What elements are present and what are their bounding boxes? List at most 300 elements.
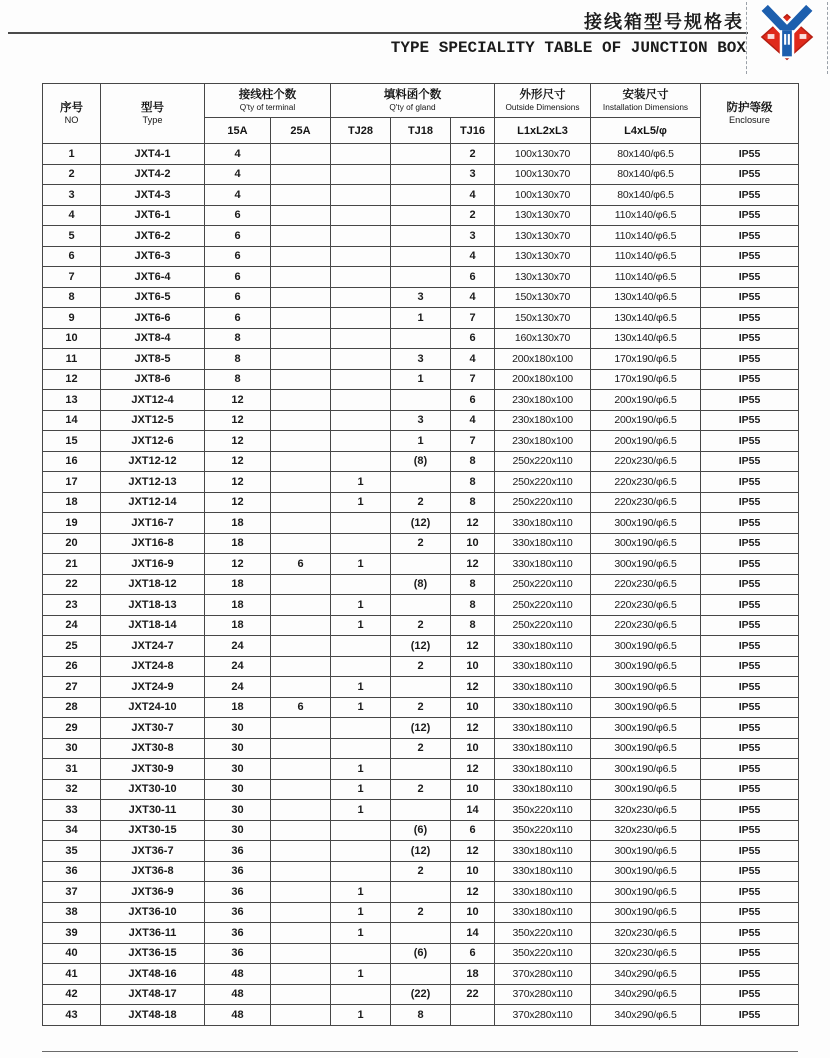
cell-tj28: 1	[331, 923, 391, 944]
cell-no: 27	[43, 677, 101, 698]
cell-25a	[271, 164, 331, 185]
cell-outside-dimensions: 330x180x110	[495, 656, 591, 677]
cell-tj28	[331, 410, 391, 431]
cell-tj18	[391, 595, 451, 616]
cell-enclosure: IP55	[701, 574, 799, 595]
table-header	[43, 84, 799, 144]
cell-15a: 4	[205, 144, 271, 165]
cell-no: 24	[43, 615, 101, 636]
page-title-chinese: 接线箱型号规格表	[584, 12, 744, 32]
cell-tj28	[331, 369, 391, 390]
cell-25a	[271, 759, 331, 780]
cell-no: 20	[43, 533, 101, 554]
cell-outside-dimensions: 230x180x100	[495, 410, 591, 431]
cell-15a: 8	[205, 328, 271, 349]
table-row	[43, 246, 799, 267]
cell-25a	[271, 677, 331, 698]
cell-tj28	[331, 718, 391, 739]
cell-outside-dimensions: 100x130x70	[495, 185, 591, 206]
cell-installation-dimensions: 300x190/φ6.5	[591, 902, 701, 923]
cell-no: 23	[43, 595, 101, 616]
cell-enclosure: IP55	[701, 287, 799, 308]
cell-15a: 24	[205, 656, 271, 677]
cell-25a	[271, 718, 331, 739]
cell-type: JXT30-15	[101, 820, 205, 841]
cell-enclosure: IP55	[701, 451, 799, 472]
cell-tj16: 3	[451, 164, 495, 185]
col-header-25a: 25A	[271, 118, 331, 144]
cell-tj28: 1	[331, 615, 391, 636]
table-row	[43, 1005, 799, 1026]
cell-no: 5	[43, 226, 101, 247]
cell-type: JXT30-11	[101, 800, 205, 821]
cell-25a	[271, 431, 331, 452]
cell-25a	[271, 287, 331, 308]
cell-installation-dimensions: 340x290/φ6.5	[591, 984, 701, 1005]
table-row	[43, 410, 799, 431]
cell-tj28: 1	[331, 964, 391, 985]
cell-15a: 12	[205, 410, 271, 431]
cell-outside-dimensions: 130x130x70	[495, 246, 591, 267]
table-row	[43, 267, 799, 288]
cell-tj16: 10	[451, 656, 495, 677]
cell-tj28: 1	[331, 759, 391, 780]
cell-installation-dimensions: 300x190/φ6.5	[591, 636, 701, 657]
cell-outside-dimensions: 330x180x110	[495, 697, 591, 718]
table-row	[43, 472, 799, 493]
cell-no: 7	[43, 267, 101, 288]
cell-tj18	[391, 472, 451, 493]
cell-tj18: 3	[391, 287, 451, 308]
cell-15a: 6	[205, 226, 271, 247]
cell-no: 42	[43, 984, 101, 1005]
cell-tj16: 2	[451, 205, 495, 226]
col-header-l4xl5: L4xL5/φ	[591, 118, 701, 144]
cell-25a	[271, 902, 331, 923]
cell-outside-dimensions: 330x180x110	[495, 902, 591, 923]
cell-tj18: (12)	[391, 841, 451, 862]
cell-tj28: 1	[331, 472, 391, 493]
cell-outside-dimensions: 130x130x70	[495, 205, 591, 226]
cell-15a: 30	[205, 800, 271, 821]
cell-tj28: 1	[331, 882, 391, 903]
cell-outside-dimensions: 330x180x110	[495, 677, 591, 698]
cell-tj18: 3	[391, 349, 451, 370]
cell-no: 14	[43, 410, 101, 431]
cell-tj28	[331, 841, 391, 862]
cell-installation-dimensions: 320x230/φ6.5	[591, 820, 701, 841]
cell-tj16: 8	[451, 595, 495, 616]
cell-outside-dimensions: 330x180x110	[495, 882, 591, 903]
cell-tj16: 3	[451, 226, 495, 247]
cell-enclosure: IP55	[701, 943, 799, 964]
cell-outside-dimensions: 250x220x110	[495, 595, 591, 616]
cell-tj16: 12	[451, 841, 495, 862]
cell-tj28	[331, 349, 391, 370]
table-row	[43, 820, 799, 841]
cell-tj16: 7	[451, 308, 495, 329]
cell-tj18	[391, 964, 451, 985]
cell-installation-dimensions: 300x190/φ6.5	[591, 513, 701, 534]
cell-25a	[271, 964, 331, 985]
cell-15a: 12	[205, 390, 271, 411]
cell-tj28	[331, 246, 391, 267]
col-header-type: 型号 Type	[101, 84, 205, 144]
cell-tj16: 12	[451, 636, 495, 657]
cell-outside-dimensions: 250x220x110	[495, 492, 591, 513]
cell-enclosure: IP55	[701, 902, 799, 923]
cell-25a	[271, 923, 331, 944]
cell-tj16: 8	[451, 492, 495, 513]
cell-type: JXT12-13	[101, 472, 205, 493]
table-row	[43, 759, 799, 780]
cell-no: 37	[43, 882, 101, 903]
cell-no: 34	[43, 820, 101, 841]
cell-installation-dimensions: 300x190/φ6.5	[591, 738, 701, 759]
cell-no: 29	[43, 718, 101, 739]
cell-no: 13	[43, 390, 101, 411]
cell-tj16: 4	[451, 185, 495, 206]
cell-tj28	[331, 185, 391, 206]
cell-tj18: 2	[391, 902, 451, 923]
cell-25a	[271, 574, 331, 595]
cell-tj28	[331, 287, 391, 308]
cell-outside-dimensions: 150x130x70	[495, 308, 591, 329]
cell-type: JXT24-7	[101, 636, 205, 657]
cell-type: JXT12-6	[101, 431, 205, 452]
cell-25a	[271, 820, 331, 841]
cell-tj18: 1	[391, 431, 451, 452]
cell-25a	[271, 882, 331, 903]
cell-tj16: 2	[451, 144, 495, 165]
cell-outside-dimensions: 160x130x70	[495, 328, 591, 349]
col-header-tj28: TJ28	[331, 118, 391, 144]
cell-tj18: 3	[391, 410, 451, 431]
cell-enclosure: IP55	[701, 164, 799, 185]
cell-type: JXT12-5	[101, 410, 205, 431]
cell-installation-dimensions: 110x140/φ6.5	[591, 226, 701, 247]
cell-outside-dimensions: 100x130x70	[495, 144, 591, 165]
cell-no: 9	[43, 308, 101, 329]
table-row	[43, 882, 799, 903]
cell-enclosure: IP55	[701, 369, 799, 390]
cell-15a: 8	[205, 369, 271, 390]
cell-tj16: 10	[451, 861, 495, 882]
cell-25a	[271, 636, 331, 657]
col-group-terminal: 接线柱个数 Q'ty of terminal	[205, 84, 331, 118]
cell-type: JXT48-18	[101, 1005, 205, 1026]
cell-outside-dimensions: 330x180x110	[495, 554, 591, 575]
cell-installation-dimensions: 200x190/φ6.5	[591, 390, 701, 411]
cell-25a	[271, 800, 331, 821]
cell-15a: 36	[205, 841, 271, 862]
cell-installation-dimensions: 130x140/φ6.5	[591, 308, 701, 329]
cell-25a	[271, 984, 331, 1005]
cell-type: JXT12-12	[101, 451, 205, 472]
cell-25a: 6	[271, 697, 331, 718]
table-row	[43, 677, 799, 698]
cell-tj28: 1	[331, 779, 391, 800]
cell-installation-dimensions: 300x190/φ6.5	[591, 554, 701, 575]
table-row	[43, 492, 799, 513]
cell-type: JXT24-10	[101, 697, 205, 718]
cell-type: JXT30-10	[101, 779, 205, 800]
cell-outside-dimensions: 370x280x110	[495, 984, 591, 1005]
cell-installation-dimensions: 300x190/φ6.5	[591, 841, 701, 862]
cell-installation-dimensions: 220x230/φ6.5	[591, 451, 701, 472]
table-row	[43, 226, 799, 247]
page-title-english: TYPE SPECIALITY TABLE OF JUNCTION BOX	[390, 39, 746, 57]
cell-enclosure: IP55	[701, 410, 799, 431]
cell-installation-dimensions: 320x230/φ6.5	[591, 800, 701, 821]
cell-15a: 48	[205, 1005, 271, 1026]
cell-tj16: 22	[451, 984, 495, 1005]
col-header-installation-dimensions: 安装尺寸 Installation Dimensions	[591, 84, 701, 118]
cell-outside-dimensions: 330x180x110	[495, 718, 591, 739]
cell-no: 19	[43, 513, 101, 534]
table-row	[43, 718, 799, 739]
cell-25a	[271, 738, 331, 759]
cell-tj18	[391, 923, 451, 944]
col-header-l1xl2xl3: L1xL2xL3	[495, 118, 591, 144]
cell-enclosure: IP55	[701, 390, 799, 411]
cell-25a	[271, 144, 331, 165]
cell-15a: 24	[205, 636, 271, 657]
cell-tj16: 10	[451, 738, 495, 759]
cell-no: 21	[43, 554, 101, 575]
cell-15a: 12	[205, 431, 271, 452]
cell-tj28	[331, 738, 391, 759]
cell-tj28	[331, 636, 391, 657]
cell-type: JXT36-9	[101, 882, 205, 903]
cell-outside-dimensions: 350x220x110	[495, 820, 591, 841]
cell-no: 38	[43, 902, 101, 923]
cell-type: JXT4-1	[101, 144, 205, 165]
cell-type: JXT4-3	[101, 185, 205, 206]
cell-outside-dimensions: 100x130x70	[495, 164, 591, 185]
cell-tj28	[331, 226, 391, 247]
cell-tj16: 18	[451, 964, 495, 985]
cell-25a	[271, 943, 331, 964]
cell-tj28	[331, 943, 391, 964]
cell-tj18: 2	[391, 533, 451, 554]
table-row	[43, 390, 799, 411]
cell-type: JXT6-6	[101, 308, 205, 329]
cell-tj16: 14	[451, 923, 495, 944]
cell-type: JXT48-17	[101, 984, 205, 1005]
table-row	[43, 923, 799, 944]
cell-outside-dimensions: 130x130x70	[495, 226, 591, 247]
cell-enclosure: IP55	[701, 267, 799, 288]
cell-tj28	[331, 451, 391, 472]
table-row	[43, 554, 799, 575]
cell-installation-dimensions: 320x230/φ6.5	[591, 923, 701, 944]
cell-tj16: 10	[451, 902, 495, 923]
cell-no: 6	[43, 246, 101, 267]
cell-type: JXT8-5	[101, 349, 205, 370]
cell-type: JXT12-4	[101, 390, 205, 411]
cell-outside-dimensions: 330x180x110	[495, 779, 591, 800]
cell-tj18: (12)	[391, 513, 451, 534]
cell-tj18: 2	[391, 738, 451, 759]
cell-type: JXT18-13	[101, 595, 205, 616]
cell-no: 30	[43, 738, 101, 759]
cell-outside-dimensions: 330x180x110	[495, 513, 591, 534]
cell-15a: 6	[205, 205, 271, 226]
cell-15a: 36	[205, 943, 271, 964]
cell-type: JXT36-10	[101, 902, 205, 923]
col-header-outside-dimensions: 外形尺寸 Outside Dimensions	[495, 84, 591, 118]
cell-enclosure: IP55	[701, 718, 799, 739]
cell-15a: 48	[205, 984, 271, 1005]
cell-25a	[271, 349, 331, 370]
cell-type: JXT8-6	[101, 369, 205, 390]
cell-25a	[271, 246, 331, 267]
cell-tj16: 6	[451, 820, 495, 841]
cell-tj16: 4	[451, 246, 495, 267]
cell-no: 11	[43, 349, 101, 370]
cell-outside-dimensions: 330x180x110	[495, 841, 591, 862]
cell-outside-dimensions: 370x280x110	[495, 1005, 591, 1026]
cell-15a: 18	[205, 595, 271, 616]
cell-tj18: (22)	[391, 984, 451, 1005]
cell-installation-dimensions: 300x190/φ6.5	[591, 718, 701, 739]
cell-outside-dimensions: 230x180x100	[495, 390, 591, 411]
cell-no: 32	[43, 779, 101, 800]
cell-25a: 6	[271, 554, 331, 575]
cell-tj28	[331, 164, 391, 185]
cell-tj28	[331, 308, 391, 329]
cell-outside-dimensions: 350x220x110	[495, 923, 591, 944]
cell-enclosure: IP55	[701, 205, 799, 226]
cell-no: 43	[43, 1005, 101, 1026]
cell-type: JXT36-15	[101, 943, 205, 964]
cell-installation-dimensions: 200x190/φ6.5	[591, 410, 701, 431]
cell-type: JXT16-8	[101, 533, 205, 554]
cell-tj28	[331, 984, 391, 1005]
cell-enclosure: IP55	[701, 328, 799, 349]
cell-tj18	[391, 246, 451, 267]
cell-15a: 4	[205, 164, 271, 185]
cell-tj28: 1	[331, 677, 391, 698]
cell-tj16: 6	[451, 267, 495, 288]
cell-type: JXT12-14	[101, 492, 205, 513]
cell-installation-dimensions: 300x190/φ6.5	[591, 656, 701, 677]
cell-tj16: 12	[451, 882, 495, 903]
cell-type: JXT16-9	[101, 554, 205, 575]
cell-installation-dimensions: 220x230/φ6.5	[591, 595, 701, 616]
cell-no: 2	[43, 164, 101, 185]
cell-25a	[271, 841, 331, 862]
cell-no: 15	[43, 431, 101, 452]
cell-no: 4	[43, 205, 101, 226]
cell-15a: 12	[205, 472, 271, 493]
cell-15a: 18	[205, 697, 271, 718]
cell-no: 39	[43, 923, 101, 944]
cell-installation-dimensions: 300x190/φ6.5	[591, 779, 701, 800]
cell-enclosure: IP55	[701, 513, 799, 534]
cell-installation-dimensions: 300x190/φ6.5	[591, 677, 701, 698]
cell-15a: 6	[205, 308, 271, 329]
table-row	[43, 738, 799, 759]
cell-outside-dimensions: 250x220x110	[495, 615, 591, 636]
cell-enclosure: IP55	[701, 697, 799, 718]
cell-15a: 30	[205, 820, 271, 841]
cell-no: 17	[43, 472, 101, 493]
cell-no: 1	[43, 144, 101, 165]
col-header-tj16: TJ16	[451, 118, 495, 144]
cell-installation-dimensions: 80x140/φ6.5	[591, 185, 701, 206]
cell-type: JXT16-7	[101, 513, 205, 534]
table-row	[43, 943, 799, 964]
cell-tj18	[391, 554, 451, 575]
cell-25a	[271, 595, 331, 616]
cell-tj16: 7	[451, 431, 495, 452]
cell-type: JXT6-4	[101, 267, 205, 288]
cell-tj18	[391, 144, 451, 165]
cell-outside-dimensions: 330x180x110	[495, 861, 591, 882]
cell-tj16: 8	[451, 451, 495, 472]
cell-tj16: 4	[451, 349, 495, 370]
cell-tj28: 1	[331, 1005, 391, 1026]
table-row	[43, 636, 799, 657]
cell-15a: 36	[205, 861, 271, 882]
cell-tj16: 4	[451, 287, 495, 308]
col-header-15a: 15A	[205, 118, 271, 144]
cell-tj28	[331, 144, 391, 165]
table-row	[43, 861, 799, 882]
cell-15a: 18	[205, 533, 271, 554]
cell-installation-dimensions: 170x190/φ6.5	[591, 349, 701, 370]
cell-enclosure: IP55	[701, 779, 799, 800]
table-row	[43, 164, 799, 185]
cell-type: JXT6-5	[101, 287, 205, 308]
cell-enclosure: IP55	[701, 533, 799, 554]
cell-enclosure: IP55	[701, 246, 799, 267]
cell-type: JXT6-3	[101, 246, 205, 267]
cell-15a: 18	[205, 615, 271, 636]
cell-15a: 18	[205, 574, 271, 595]
table-row	[43, 615, 799, 636]
cell-25a	[271, 779, 331, 800]
cell-enclosure: IP55	[701, 656, 799, 677]
cell-enclosure: IP55	[701, 964, 799, 985]
table-row	[43, 902, 799, 923]
cell-15a: 24	[205, 677, 271, 698]
cell-15a: 8	[205, 349, 271, 370]
cell-outside-dimensions: 350x220x110	[495, 943, 591, 964]
table-row	[43, 369, 799, 390]
brand-logo-zone	[750, 2, 824, 74]
cell-enclosure: IP55	[701, 144, 799, 165]
cell-tj16: 6	[451, 390, 495, 411]
cell-outside-dimensions: 330x180x110	[495, 636, 591, 657]
cell-tj28	[331, 861, 391, 882]
table-row	[43, 779, 799, 800]
cell-enclosure: IP55	[701, 308, 799, 329]
cell-no: 36	[43, 861, 101, 882]
cell-enclosure: IP55	[701, 841, 799, 862]
cell-tj28	[331, 656, 391, 677]
cell-15a: 6	[205, 267, 271, 288]
table-row	[43, 451, 799, 472]
cell-tj16: 14	[451, 800, 495, 821]
cell-type: JXT6-1	[101, 205, 205, 226]
cell-no: 31	[43, 759, 101, 780]
cell-installation-dimensions: 300x190/φ6.5	[591, 861, 701, 882]
cell-no: 3	[43, 185, 101, 206]
cell-25a	[271, 513, 331, 534]
